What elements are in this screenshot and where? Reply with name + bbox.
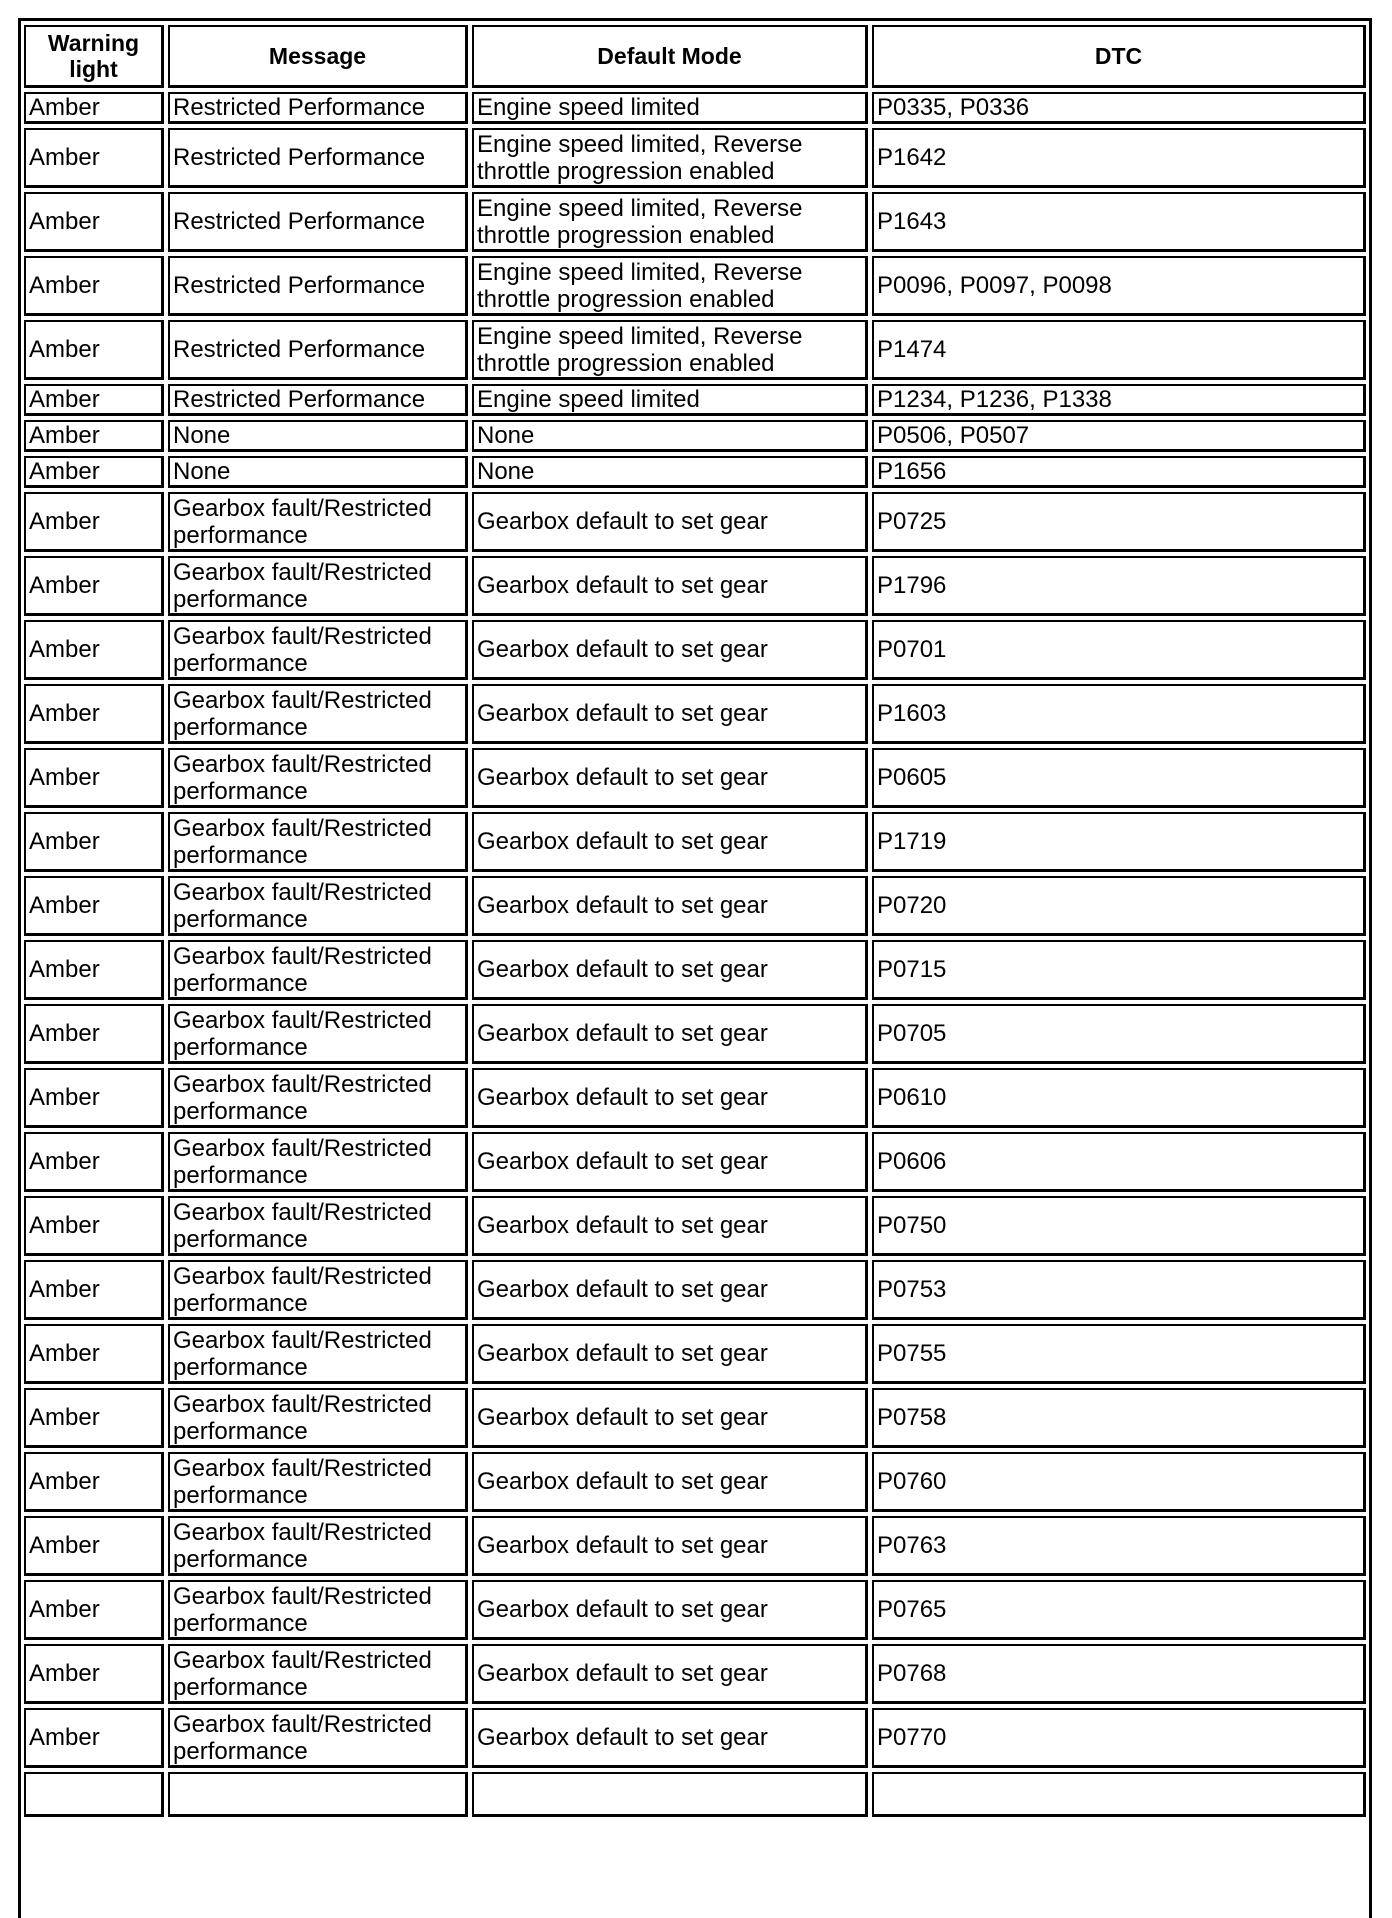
message-cell: Gearbox fault/Restricted performance (168, 1132, 468, 1192)
default-mode-cell: Gearbox default to set gear (472, 1260, 868, 1320)
header-dtc: DTC (872, 25, 1366, 88)
table-row (24, 128, 1366, 188)
header-default-mode: Default Mode (472, 25, 868, 88)
empty-cell (472, 1772, 868, 1817)
default-mode-cell: Gearbox default to set gear (472, 1452, 868, 1512)
message-cell: None (168, 420, 468, 452)
warning-light-cell: Amber (24, 492, 164, 552)
default-mode-cell: Gearbox default to set gear (472, 748, 868, 808)
default-mode-cell: Gearbox default to set gear (472, 492, 868, 552)
dtc-cell: P0335, P0336 (872, 92, 1366, 124)
message-cell: Gearbox fault/Restricted performance (168, 1388, 468, 1448)
warning-light-cell: Amber (24, 876, 164, 936)
default-mode-cell: Gearbox default to set gear (472, 1644, 868, 1704)
message-cell: Gearbox fault/Restricted performance (168, 1516, 468, 1576)
default-mode-cell: Gearbox default to set gear (472, 684, 868, 744)
default-mode-cell: Gearbox default to set gear (472, 1004, 868, 1064)
default-mode-cell: None (472, 456, 868, 488)
message-cell: Gearbox fault/Restricted performance (168, 1004, 468, 1064)
table-row-partial (24, 1772, 1366, 1817)
dtc-cell: P1642 (872, 128, 1366, 188)
table-row (24, 1516, 1366, 1576)
dtc-table (20, 21, 1370, 1821)
dtc-cell: P0770 (872, 1708, 1366, 1768)
message-cell: Gearbox fault/Restricted performance (168, 1708, 468, 1768)
warning-light-cell: Amber (24, 1068, 164, 1128)
table-row (24, 92, 1366, 124)
default-mode-cell: Gearbox default to set gear (472, 1580, 868, 1640)
dtc-cell: P0758 (872, 1388, 1366, 1448)
message-cell: Gearbox fault/Restricted performance (168, 812, 468, 872)
dtc-cell: P1719 (872, 812, 1366, 872)
dtc-cell: P0750 (872, 1196, 1366, 1256)
default-mode-cell: None (472, 420, 868, 452)
warning-light-cell: Amber (24, 1708, 164, 1768)
warning-light-cell: Amber (24, 748, 164, 808)
table-row (24, 812, 1366, 872)
table-header-row (24, 25, 1366, 88)
dtc-cell: P0760 (872, 1452, 1366, 1512)
message-cell: Gearbox fault/Restricted performance (168, 1580, 468, 1640)
table-row (24, 1068, 1366, 1128)
dtc-cell: P0755 (872, 1324, 1366, 1384)
dtc-cell: P0606 (872, 1132, 1366, 1192)
dtc-cell: P1796 (872, 556, 1366, 616)
table-row (24, 556, 1366, 616)
warning-light-cell: Amber (24, 128, 164, 188)
message-cell: Gearbox fault/Restricted performance (168, 1196, 468, 1256)
default-mode-cell: Engine speed limited, Reverse throttle progression enabled (472, 320, 868, 380)
message-cell: Gearbox fault/Restricted performance (168, 1260, 468, 1320)
message-cell: Gearbox fault/Restricted performance (168, 940, 468, 1000)
table-row (24, 456, 1366, 488)
dtc-cell: P0096, P0097, P0098 (872, 256, 1366, 316)
message-cell: Restricted Performance (168, 92, 468, 124)
default-mode-cell: Gearbox default to set gear (472, 1132, 868, 1192)
dtc-cell: P1603 (872, 684, 1366, 744)
message-cell: Gearbox fault/Restricted performance (168, 1644, 468, 1704)
warning-light-cell: Amber (24, 456, 164, 488)
table-row (24, 256, 1366, 316)
table-row (24, 1452, 1366, 1512)
dtc-cell: P1474 (872, 320, 1366, 380)
warning-light-cell: Amber (24, 1196, 164, 1256)
table-row (24, 1196, 1366, 1256)
message-cell: Gearbox fault/Restricted performance (168, 620, 468, 680)
dtc-cell: P0763 (872, 1516, 1366, 1576)
default-mode-cell: Gearbox default to set gear (472, 1516, 868, 1576)
message-cell: None (168, 456, 468, 488)
message-cell: Restricted Performance (168, 192, 468, 252)
message-cell: Restricted Performance (168, 128, 468, 188)
warning-light-cell: Amber (24, 1580, 164, 1640)
warning-light-cell: Amber (24, 1388, 164, 1448)
dtc-cell: P1656 (872, 456, 1366, 488)
default-mode-cell: Gearbox default to set gear (472, 940, 868, 1000)
warning-light-cell: Amber (24, 620, 164, 680)
message-cell: Gearbox fault/Restricted performance (168, 1324, 468, 1384)
default-mode-cell: Gearbox default to set gear (472, 620, 868, 680)
table-row (24, 1708, 1366, 1768)
empty-cell (168, 1772, 468, 1817)
dtc-cell: P0720 (872, 876, 1366, 936)
table-row (24, 1644, 1366, 1704)
warning-light-cell: Amber (24, 556, 164, 616)
dtc-cell: P0765 (872, 1580, 1366, 1640)
message-cell: Gearbox fault/Restricted performance (168, 1068, 468, 1128)
message-cell: Gearbox fault/Restricted performance (168, 492, 468, 552)
warning-light-cell: Amber (24, 92, 164, 124)
dtc-cell: P0506, P0507 (872, 420, 1366, 452)
warning-light-cell: Amber (24, 1452, 164, 1512)
dtc-cell: P0701 (872, 620, 1366, 680)
table-row (24, 192, 1366, 252)
table-row (24, 1324, 1366, 1384)
table-row (24, 320, 1366, 380)
message-cell: Gearbox fault/Restricted performance (168, 876, 468, 936)
default-mode-cell: Gearbox default to set gear (472, 876, 868, 936)
table-row (24, 1132, 1366, 1192)
message-cell: Gearbox fault/Restricted performance (168, 1452, 468, 1512)
table-row (24, 1260, 1366, 1320)
table-row (24, 748, 1366, 808)
empty-cell (872, 1772, 1366, 1817)
warning-light-cell: Amber (24, 256, 164, 316)
message-cell: Gearbox fault/Restricted performance (168, 684, 468, 744)
warning-light-cell: Amber (24, 192, 164, 252)
dtc-table-container (18, 18, 1372, 1918)
warning-light-cell: Amber (24, 1004, 164, 1064)
dtc-cell: P0715 (872, 940, 1366, 1000)
default-mode-cell: Gearbox default to set gear (472, 1196, 868, 1256)
default-mode-cell: Engine speed limited (472, 92, 868, 124)
dtc-cell: P1234, P1236, P1338 (872, 384, 1366, 416)
table-row (24, 940, 1366, 1000)
default-mode-cell: Engine speed limited, Reverse throttle progression enabled (472, 256, 868, 316)
message-cell: Gearbox fault/Restricted performance (168, 748, 468, 808)
table-body (24, 92, 1366, 1817)
table-row (24, 684, 1366, 744)
warning-light-cell: Amber (24, 1644, 164, 1704)
table-row (24, 1580, 1366, 1640)
default-mode-cell: Gearbox default to set gear (472, 812, 868, 872)
message-cell: Restricted Performance (168, 256, 468, 316)
dtc-cell: P1643 (872, 192, 1366, 252)
warning-light-cell: Amber (24, 384, 164, 416)
dtc-cell: P0725 (872, 492, 1366, 552)
header-warning-light: Warning light (24, 25, 164, 88)
message-cell: Restricted Performance (168, 320, 468, 380)
header-message: Message (168, 25, 468, 88)
default-mode-cell: Gearbox default to set gear (472, 1324, 868, 1384)
dtc-cell: P0605 (872, 748, 1366, 808)
warning-light-cell: Amber (24, 812, 164, 872)
warning-light-cell: Amber (24, 1516, 164, 1576)
warning-light-cell: Amber (24, 684, 164, 744)
dtc-cell: P0768 (872, 1644, 1366, 1704)
empty-cell (24, 1772, 164, 1817)
dtc-cell: P0610 (872, 1068, 1366, 1128)
warning-light-cell: Amber (24, 320, 164, 380)
default-mode-cell: Engine speed limited, Reverse throttle progression enabled (472, 192, 868, 252)
default-mode-cell: Gearbox default to set gear (472, 1708, 868, 1768)
dtc-cell: P0705 (872, 1004, 1366, 1064)
table-row (24, 384, 1366, 416)
table-row (24, 1388, 1366, 1448)
default-mode-cell: Engine speed limited (472, 384, 868, 416)
warning-light-cell: Amber (24, 940, 164, 1000)
default-mode-cell: Gearbox default to set gear (472, 1388, 868, 1448)
table-row (24, 492, 1366, 552)
message-cell: Restricted Performance (168, 384, 468, 416)
warning-light-cell: Amber (24, 1260, 164, 1320)
dtc-cell: P0753 (872, 1260, 1366, 1320)
default-mode-cell: Gearbox default to set gear (472, 1068, 868, 1128)
warning-light-cell: Amber (24, 1324, 164, 1384)
table-row (24, 420, 1366, 452)
table-row (24, 876, 1366, 936)
message-cell: Gearbox fault/Restricted performance (168, 556, 468, 616)
default-mode-cell: Gearbox default to set gear (472, 556, 868, 616)
table-row (24, 1004, 1366, 1064)
default-mode-cell: Engine speed limited, Reverse throttle progression enabled (472, 128, 868, 188)
warning-light-cell: Amber (24, 420, 164, 452)
table-row (24, 620, 1366, 680)
warning-light-cell: Amber (24, 1132, 164, 1192)
